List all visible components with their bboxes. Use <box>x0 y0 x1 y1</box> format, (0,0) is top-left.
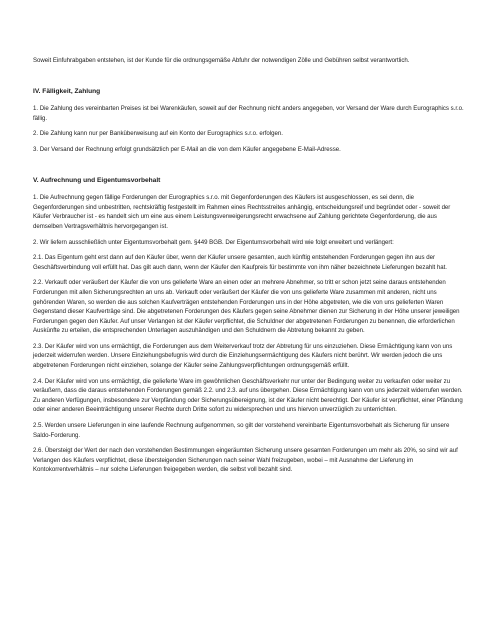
section-5-paragraph-2-4: 2.4. Der Käufer wird von uns ermächtigt, die gelieferte Ware im gewöhnlichen Geschäftsverkehr nur unter der Bedingung weiter zu verkaufen oder weiter zu veräußern, dass die daraus entstehenden Forderungen gemäß 2.2. und 2.3. auf uns übergehen. Diese Ermächtigung kann von uns jederzeit widerrufen werden. Zu anderen Verfügungen, insbesondere zur Verpfändung oder Sicherungsübereignung, ist der Käufer nicht berechtigt. Der Käufer ist verpflichtet, einer Pfändung oder einer anderen Beeinträchtigung unserer Rechte durch Dritte sofort zu widersprechen und uns hiervon unverzüglich zu unterrichten. <box>33 377 463 414</box>
section-5-paragraph-2-1: 2.1. Das Eigentum geht erst dann auf den Käufer über, wenn der Käufer unsere gesamten, auch künftig entstehenden Forderungen gegen ihn aus der Geschäftsverbindung voll erfüllt hat. Das gilt auch dann, wenn der Käufer den Kaufpreis für bestimmte von ihm näher bezeichnete Lieferungen bezahlt hat. <box>33 254 447 271</box>
section-5-paragraph-2-6: 2.6. Übersteigt der Wert der nach den vorstehenden Bestimmungen eingeräumten Sicherung unsere gesamten Forderungen um mehr als 20%, so sind wir auf Verlangen des Käufers verpflichtet, diese übersteigenden Sicherungen nach seiner Wahl freizugeben, wobei – mit Ausnahme der Lieferung im Kontokorrentverhältnis – nur solche Lieferungen freigegeben werden, die selbst voll bezahlt sind. <box>33 447 458 474</box>
section-4-paragraph-1: 1. Die Zahlung des vereinbarten Preises ist bei Warenkäufen, soweit auf der Rechnung nicht anders angegeben, vor Versand der Ware durch Eurographics s.r.o. fällig. <box>33 105 464 122</box>
section-4-paragraph-2: 2. Die Zahlung kann nur per Banküberweisung auf ein Konto der Eurographics s.r.o. erfolgen. <box>33 130 283 138</box>
section-5-paragraph-2-3: 2.3. Der Käufer wird von uns ermächtigt, die Forderungen aus dem Weiterverkauf trotz der Abtretung für uns einzuziehen. Diese Ermächtigung kann von uns jederzeit widerrufen werden. Unsere Einziehungsbefugnis wird durch die Einziehungsermächtigung des Käufers nicht berührt. Wir werden jedoch die uns abgetretenen Forderungen nicht einziehen, solange der Käufer seine Zahlungsverpflichtungen ordnungsgemäß erfüllt. <box>33 342 453 370</box>
section-5-paragraph-1: 1. Die Aufrechnung gegen fällige Forderungen der Eurographics s.r.o. mit Gegenforderungen des Käufers ist ausgeschlossen, es sei denn, die Gegenforderungen sind unbestritten, rechtskräftig festgestellt im Rahmen eines Rechtsstreites anhängig, entscheidungsreif und begründet oder - soweit der Käufer Verbraucher ist - es handelt sich um eine aus einem Leistungsverweigerungsrecht erwachsene auf Zahlung gerichtete Gegenforderung, die aus demselben Vertragsverhältnis hervorgegangen ist. <box>33 194 451 230</box>
section-4-paragraph-3: 3. Der Versand der Rechnung erfolgt grundsätzlich per E-Mail an die von dem Käufer angegebene E-Mail-Adresse. <box>33 145 341 153</box>
section-4-heading: IV. Fälligkeit, Zahlung <box>33 87 101 95</box>
section-5-paragraph-2: 2. Wir liefern ausschließlich unter Eigentumsvorbehalt gem. §449 BGB. Der Eigentumsvorbehalt wird wie folgt erweitert und verlängert: <box>33 238 394 246</box>
section-5-heading: V. Aufrechnung und Eigentumsvorbehalt <box>33 176 161 184</box>
section-5-paragraph-2-2: 2.2. Verkauft oder veräußert der Käufer die von uns gelieferte Ware an einen oder an mehrere Abnehmer, so tritt er schon jetzt seine daraus entstehenden Forderungen mit allen Sicherungsrechten an uns ab. Verkauft oder veräußert der Käufer die von uns gelieferte Ware zusammen mit anderen, nicht uns gehörenden Waren, so werden die aus solchen Kaufverträgen entstehenden Forderungen uns in der Höhe abgetreten, wie die von uns gelieferten Waren Gegenstand dieser Kaufverträge sind. Die abgetretenen Forderungen des Käufers gegen seine Abnehmer dienen zur Sicherung in der Höhe unserer jeweiligen Forderungen gegen den Käufer. Auf unser Verlangen ist der Käufer verpflichtet, die Schuldner der abgetretenen Forderungen zu benennen, die erforderlichen Auskünfte zu erteilen, die entsprechenden Unterlagen auszuhändigen und den Schuldnern die Abtretung bekannt zu geben. <box>33 279 460 335</box>
document-page <box>33 56 466 475</box>
section-5-paragraph-2-5: 2.5. Werden unsere Lieferungen in eine laufende Rechnung aufgenommen, so gilt der vorstehend vereinbarte Eigentumsvorbehalt als Sicherung für unsere Saldo-Forderung. <box>33 422 450 439</box>
intro-paragraph: Soweit Einfuhrabgaben entstehen, ist der Kunde für die ordnungsgemäße Abfuhr der notwendigen Zölle und Gebühren selbst verantwortlich. <box>33 57 410 64</box>
